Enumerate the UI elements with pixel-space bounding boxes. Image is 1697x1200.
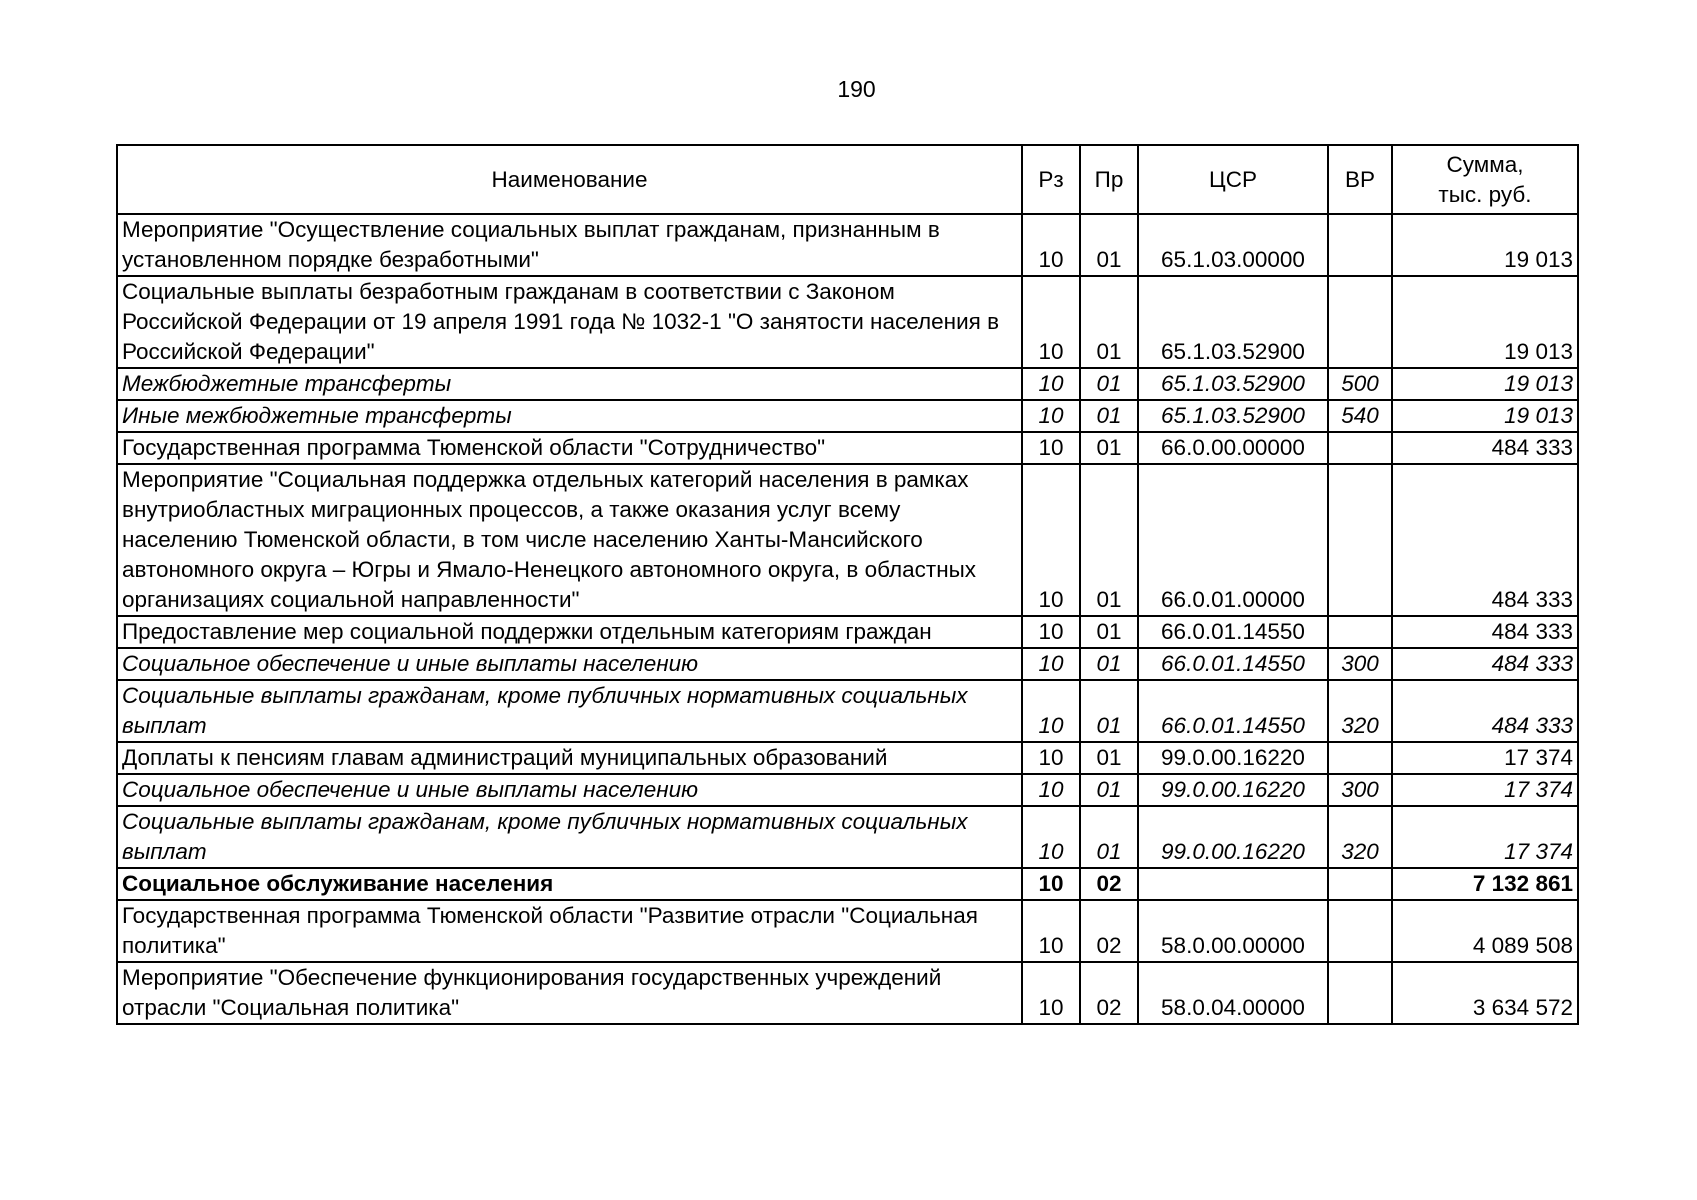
- cell-csr: 65.1.03.52900: [1138, 368, 1328, 400]
- cell-rz: 10: [1022, 400, 1080, 432]
- cell-pr: 01: [1080, 806, 1138, 868]
- cell-csr: 66.0.01.00000: [1138, 464, 1328, 616]
- table-row: [117, 962, 1578, 1024]
- table-row: [117, 742, 1578, 774]
- cell-pr: 01: [1080, 400, 1138, 432]
- header-sum: [1392, 145, 1578, 214]
- cell-vr: [1328, 868, 1392, 900]
- cell-sum: 17 374: [1392, 806, 1578, 868]
- table-row: [117, 276, 1578, 368]
- cell-pr: 01: [1080, 680, 1138, 742]
- cell-pr: 02: [1080, 962, 1138, 1024]
- cell-rz: 10: [1022, 368, 1080, 400]
- cell-vr: 300: [1328, 774, 1392, 806]
- cell-rz: 10: [1022, 868, 1080, 900]
- cell-rz: 10: [1022, 616, 1080, 648]
- table-row: [117, 432, 1578, 464]
- table-row: [117, 648, 1578, 680]
- cell-name: Социальные выплаты гражданам, кроме публичных нормативных социальных выплат: [117, 680, 1022, 742]
- cell-sum: 484 333: [1392, 464, 1578, 616]
- cell-sum: 19 013: [1392, 276, 1578, 368]
- cell-rz: 10: [1022, 900, 1080, 962]
- cell-sum: 7 132 861: [1392, 868, 1578, 900]
- cell-vr: [1328, 214, 1392, 276]
- budget-table: [116, 144, 1579, 1025]
- cell-pr: 01: [1080, 774, 1138, 806]
- cell-name: Межбюджетные трансферты: [117, 368, 1022, 400]
- cell-sum: 19 013: [1392, 368, 1578, 400]
- cell-vr: [1328, 276, 1392, 368]
- cell-csr: 99.0.00.16220: [1138, 742, 1328, 774]
- cell-vr: [1328, 432, 1392, 464]
- header-sum-line2: тыс. руб.: [1438, 181, 1532, 207]
- cell-pr: 01: [1080, 368, 1138, 400]
- cell-name: Мероприятие "Обеспечение функционирования государственных учреждений отрасли "Социальная политика": [117, 962, 1022, 1024]
- table-row: [117, 806, 1578, 868]
- cell-csr: 99.0.00.16220: [1138, 774, 1328, 806]
- cell-vr: 320: [1328, 806, 1392, 868]
- cell-sum: 4 089 508: [1392, 900, 1578, 962]
- cell-csr: 66.0.00.00000: [1138, 432, 1328, 464]
- cell-sum: 3 634 572: [1392, 962, 1578, 1024]
- cell-sum: 17 374: [1392, 774, 1578, 806]
- cell-name: Мероприятие "Социальная поддержка отдельных категорий населения в рамках внутриобластных миграционных процессов, а также оказания услуг всему населению Тюменской области, в том числе населению Ханты-Мансийского автономного округа – Югры и Ямало-Ненецкого автономного округа, в областных организациях социальной направленности": [117, 464, 1022, 616]
- cell-csr: 99.0.00.16220: [1138, 806, 1328, 868]
- cell-name: Государственная программа Тюменской области "Развитие отрасли "Социальная политика": [117, 900, 1022, 962]
- cell-sum: 484 333: [1392, 680, 1578, 742]
- cell-pr: 01: [1080, 432, 1138, 464]
- table-row: [117, 616, 1578, 648]
- cell-pr: 01: [1080, 464, 1138, 616]
- header-sum-line1: Сумма,: [1446, 151, 1524, 177]
- cell-name: Социальное обслуживание населения: [117, 868, 1022, 900]
- cell-name: Социальные выплаты гражданам, кроме публичных нормативных социальных выплат: [117, 806, 1022, 868]
- cell-pr: 01: [1080, 742, 1138, 774]
- cell-vr: 320: [1328, 680, 1392, 742]
- cell-rz: 10: [1022, 680, 1080, 742]
- table-row: [117, 214, 1578, 276]
- cell-csr: 58.0.04.00000: [1138, 962, 1328, 1024]
- cell-sum: 19 013: [1392, 400, 1578, 432]
- cell-vr: [1328, 464, 1392, 616]
- cell-csr: [1138, 868, 1328, 900]
- cell-rz: 10: [1022, 432, 1080, 464]
- cell-rz: 10: [1022, 806, 1080, 868]
- cell-vr: [1328, 616, 1392, 648]
- cell-vr: [1328, 900, 1392, 962]
- cell-pr: 01: [1080, 616, 1138, 648]
- cell-csr: 58.0.00.00000: [1138, 900, 1328, 962]
- cell-vr: [1328, 742, 1392, 774]
- table-row: [117, 400, 1578, 432]
- cell-pr: 02: [1080, 868, 1138, 900]
- cell-rz: 10: [1022, 464, 1080, 616]
- cell-rz: 10: [1022, 276, 1080, 368]
- cell-name: Государственная программа Тюменской области "Сотрудничество": [117, 432, 1022, 464]
- page-number: 190: [837, 76, 876, 102]
- cell-vr: [1328, 962, 1392, 1024]
- cell-name: Иные межбюджетные трансферты: [117, 400, 1022, 432]
- cell-sum: 19 013: [1392, 214, 1578, 276]
- cell-vr: 500: [1328, 368, 1392, 400]
- cell-name: Социальное обеспечение и иные выплаты населению: [117, 774, 1022, 806]
- cell-csr: 65.1.03.00000: [1138, 214, 1328, 276]
- table-header-row: [117, 145, 1578, 214]
- cell-vr: 540: [1328, 400, 1392, 432]
- cell-rz: 10: [1022, 648, 1080, 680]
- header-csr: ЦСР: [1138, 145, 1328, 214]
- table-row: [117, 868, 1578, 900]
- cell-name: Предоставление мер социальной поддержки отдельным категориям граждан: [117, 616, 1022, 648]
- cell-pr: 02: [1080, 900, 1138, 962]
- table-row: [117, 368, 1578, 400]
- cell-csr: 65.1.03.52900: [1138, 276, 1328, 368]
- cell-csr: 66.0.01.14550: [1138, 616, 1328, 648]
- cell-csr: 66.0.01.14550: [1138, 680, 1328, 742]
- cell-name: Мероприятие "Осуществление социальных выплат гражданам, признанным в установленном порядке безработными": [117, 214, 1022, 276]
- table-body: [117, 214, 1578, 1024]
- header-rz: Рз: [1022, 145, 1080, 214]
- cell-sum: 484 333: [1392, 432, 1578, 464]
- table-row: [117, 900, 1578, 962]
- table-row: [117, 464, 1578, 616]
- table-row: [117, 774, 1578, 806]
- cell-name: Доплаты к пенсиям главам администраций муниципальных образований: [117, 742, 1022, 774]
- cell-rz: 10: [1022, 214, 1080, 276]
- cell-csr: 65.1.03.52900: [1138, 400, 1328, 432]
- cell-pr: 01: [1080, 648, 1138, 680]
- cell-name: Социальное обеспечение и иные выплаты населению: [117, 648, 1022, 680]
- cell-sum: 17 374: [1392, 742, 1578, 774]
- cell-vr: 300: [1328, 648, 1392, 680]
- cell-pr: 01: [1080, 214, 1138, 276]
- cell-csr: 66.0.01.14550: [1138, 648, 1328, 680]
- header-pr: Пр: [1080, 145, 1138, 214]
- cell-name: Социальные выплаты безработным гражданам в соответствии с Законом Российской Федерации от 19 апреля 1991 года № 1032-1 "О занятости населения в Российской Федерации": [117, 276, 1022, 368]
- cell-sum: 484 333: [1392, 616, 1578, 648]
- cell-pr: 01: [1080, 276, 1138, 368]
- header-name: Наименование: [117, 145, 1022, 214]
- cell-rz: 10: [1022, 962, 1080, 1024]
- cell-rz: 10: [1022, 742, 1080, 774]
- cell-rz: 10: [1022, 774, 1080, 806]
- table-row: [117, 680, 1578, 742]
- cell-sum: 484 333: [1392, 648, 1578, 680]
- header-vr: ВР: [1328, 145, 1392, 214]
